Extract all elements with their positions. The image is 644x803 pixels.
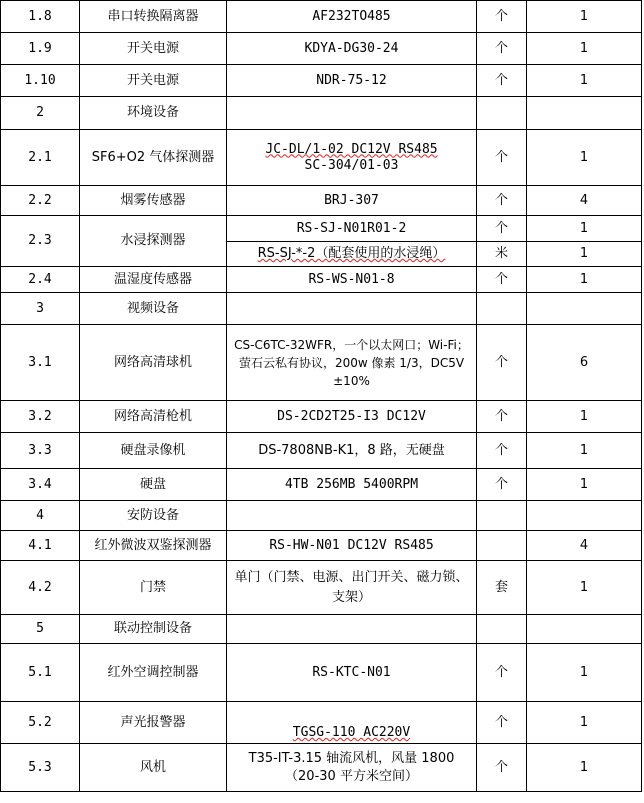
quantity-cell: 1	[527, 744, 642, 792]
device-name: 声光报警器	[80, 702, 227, 744]
empty-cell	[227, 97, 477, 130]
device-model	[227, 561, 477, 615]
device-name: 风机	[80, 744, 227, 792]
model-line: 单门（门禁、电源、出门开关、磁力锁、	[234, 569, 469, 585]
table-row	[1, 531, 642, 561]
unit-cell: 个	[477, 33, 527, 65]
device-model: AF232TO485	[227, 1, 477, 33]
device-name: 开关电源	[80, 33, 227, 65]
category-name: 联动控制设备	[80, 615, 227, 644]
empty-cell	[527, 501, 642, 531]
table-row	[1, 33, 642, 65]
row-number: 3.3	[1, 433, 80, 469]
table-row	[1, 433, 642, 469]
unit-cell: 米	[477, 242, 527, 267]
empty-cell	[527, 293, 642, 325]
table-row	[1, 644, 642, 702]
empty-cell	[527, 615, 642, 644]
device-name: 硬盘录像机	[80, 433, 227, 469]
device-name: 门禁	[80, 561, 227, 615]
device-name: 烟雾传感器	[80, 186, 227, 216]
unit-cell: 个	[477, 186, 527, 216]
device-name: 开关电源	[80, 65, 227, 97]
device-model	[227, 242, 477, 267]
row-number: 1.8	[1, 1, 80, 33]
model-line: CS-C6TC-32WFR，一个以太网口；Wi-Fi；	[234, 337, 469, 352]
row-number: 3.4	[1, 469, 80, 501]
device-model: DS-2CD2T25-I3 DC12V	[227, 401, 477, 433]
empty-cell	[227, 615, 477, 644]
quantity-cell: 4	[527, 531, 642, 561]
unit-cell: 个	[477, 702, 527, 744]
empty-cell	[477, 615, 527, 644]
quantity-cell: 1	[527, 65, 642, 97]
row-number: 4.1	[1, 531, 80, 561]
category-number: 3	[1, 293, 80, 325]
quantity-cell: 1	[527, 130, 642, 186]
row-number: 2.4	[1, 267, 80, 293]
device-model: RS-SJ-N01R01-2	[227, 216, 477, 242]
row-number: 4.2	[1, 561, 80, 615]
row-number: 5.2	[1, 702, 80, 744]
unit-cell: 个	[477, 433, 527, 469]
row-number: 2.3	[1, 216, 80, 267]
quantity-cell: 1	[527, 644, 642, 702]
quantity-cell: 1	[527, 33, 642, 65]
category-name: 环境设备	[80, 97, 227, 130]
table-row	[1, 1, 642, 33]
empty-cell	[527, 97, 642, 130]
quantity-cell: 1	[527, 561, 642, 615]
empty-cell	[477, 501, 527, 531]
device-model	[227, 744, 477, 792]
model-line: JC-DL/1-02 DC12V RS485	[265, 141, 438, 157]
model-line: （20-30 平方米空间）	[285, 768, 418, 784]
quantity-cell: 6	[527, 325, 642, 401]
empty-cell	[227, 501, 477, 531]
category-name: 视频设备	[80, 293, 227, 325]
device-model: NDR-75-12	[227, 65, 477, 97]
row-number: 1.10	[1, 65, 80, 97]
unit-cell: 个	[477, 1, 527, 33]
table-row	[1, 561, 642, 615]
empty-cell	[227, 293, 477, 325]
quantity-cell: 1	[527, 1, 642, 33]
device-model: KDYA-DG30-24	[227, 33, 477, 65]
unit-cell: 个	[477, 644, 527, 702]
unit-cell: 个	[477, 267, 527, 293]
table-row	[1, 216, 642, 242]
device-model: DS-7808NB-K1，8 路，无硬盘	[227, 433, 477, 469]
model-line: 支架）	[331, 589, 371, 605]
unit-cell: 个	[477, 216, 527, 242]
row-number: 5.1	[1, 644, 80, 702]
device-name: 串口转换隔离器	[80, 1, 227, 33]
table-row	[1, 186, 642, 216]
unit-cell: 个	[477, 401, 527, 433]
model-line: SC-304/01-03	[304, 157, 399, 173]
model-line: ±10%	[333, 373, 370, 388]
device-model	[227, 702, 477, 744]
unit-cell	[477, 531, 527, 561]
model-line: 萤石云私有协议，200w 像素 1/3，DC5V	[238, 355, 465, 370]
category-row	[1, 615, 642, 644]
category-name: 安防设备	[80, 501, 227, 531]
device-model	[227, 130, 477, 186]
unit-cell: 个	[477, 469, 527, 501]
row-number: 1.9	[1, 33, 80, 65]
table-row	[1, 130, 642, 186]
quantity-cell: 1	[527, 216, 642, 242]
device-name: 网络高清枪机	[80, 401, 227, 433]
device-name: 网络高清球机	[80, 325, 227, 401]
row-number: 2.2	[1, 186, 80, 216]
quantity-cell: 1	[527, 433, 642, 469]
model-line: RS-SJ-*-2（配套使用的水浸绳）	[257, 246, 446, 261]
quantity-cell: 1	[527, 401, 642, 433]
table-row	[1, 267, 642, 293]
category-row	[1, 97, 642, 130]
unit-cell: 套	[477, 561, 527, 615]
device-name: 红外微波双鉴探测器	[80, 531, 227, 561]
row-number: 3.2	[1, 401, 80, 433]
device-model: BRJ-307	[227, 186, 477, 216]
category-number: 5	[1, 615, 80, 644]
quantity-cell: 1	[527, 267, 642, 293]
device-name: 红外空调控制器	[80, 644, 227, 702]
unit-cell: 个	[477, 65, 527, 97]
device-name: 硬盘	[80, 469, 227, 501]
table-row	[1, 744, 642, 792]
table-row	[1, 469, 642, 501]
table-row	[1, 401, 642, 433]
unit-cell: 个	[477, 130, 527, 186]
device-model	[227, 325, 477, 401]
device-name: SF6+O2 气体探测器	[80, 130, 227, 186]
quantity-cell: 1	[527, 469, 642, 501]
quantity-cell: 4	[527, 186, 642, 216]
category-row	[1, 293, 642, 325]
category-number: 2	[1, 97, 80, 130]
empty-cell	[477, 97, 527, 130]
device-name: 温湿度传感器	[80, 267, 227, 293]
row-number: 5.3	[1, 744, 80, 792]
device-model: RS-HW-N01 DC12V RS485	[227, 531, 477, 561]
empty-cell	[477, 293, 527, 325]
model-line: TGSG-110 AC220V	[292, 725, 411, 740]
quantity-cell: 1	[527, 702, 642, 744]
quantity-cell: 1	[527, 242, 642, 267]
unit-cell: 个	[477, 325, 527, 401]
device-model: RS-WS-N01-8	[227, 267, 477, 293]
model-line: T35-IT-3.15 轴流风机，风量 1800	[248, 750, 455, 766]
device-name: 水浸探测器	[80, 216, 227, 267]
row-number: 2.1	[1, 130, 80, 186]
category-row	[1, 501, 642, 531]
unit-cell: 个	[477, 744, 527, 792]
table-row	[1, 702, 642, 744]
category-number: 4	[1, 501, 80, 531]
table-row	[1, 65, 642, 97]
device-model: 4TB 256MB 5400RPM	[227, 469, 477, 501]
device-model: RS-KTC-N01	[227, 644, 477, 702]
row-number: 3.1	[1, 325, 80, 401]
table-row	[1, 325, 642, 401]
